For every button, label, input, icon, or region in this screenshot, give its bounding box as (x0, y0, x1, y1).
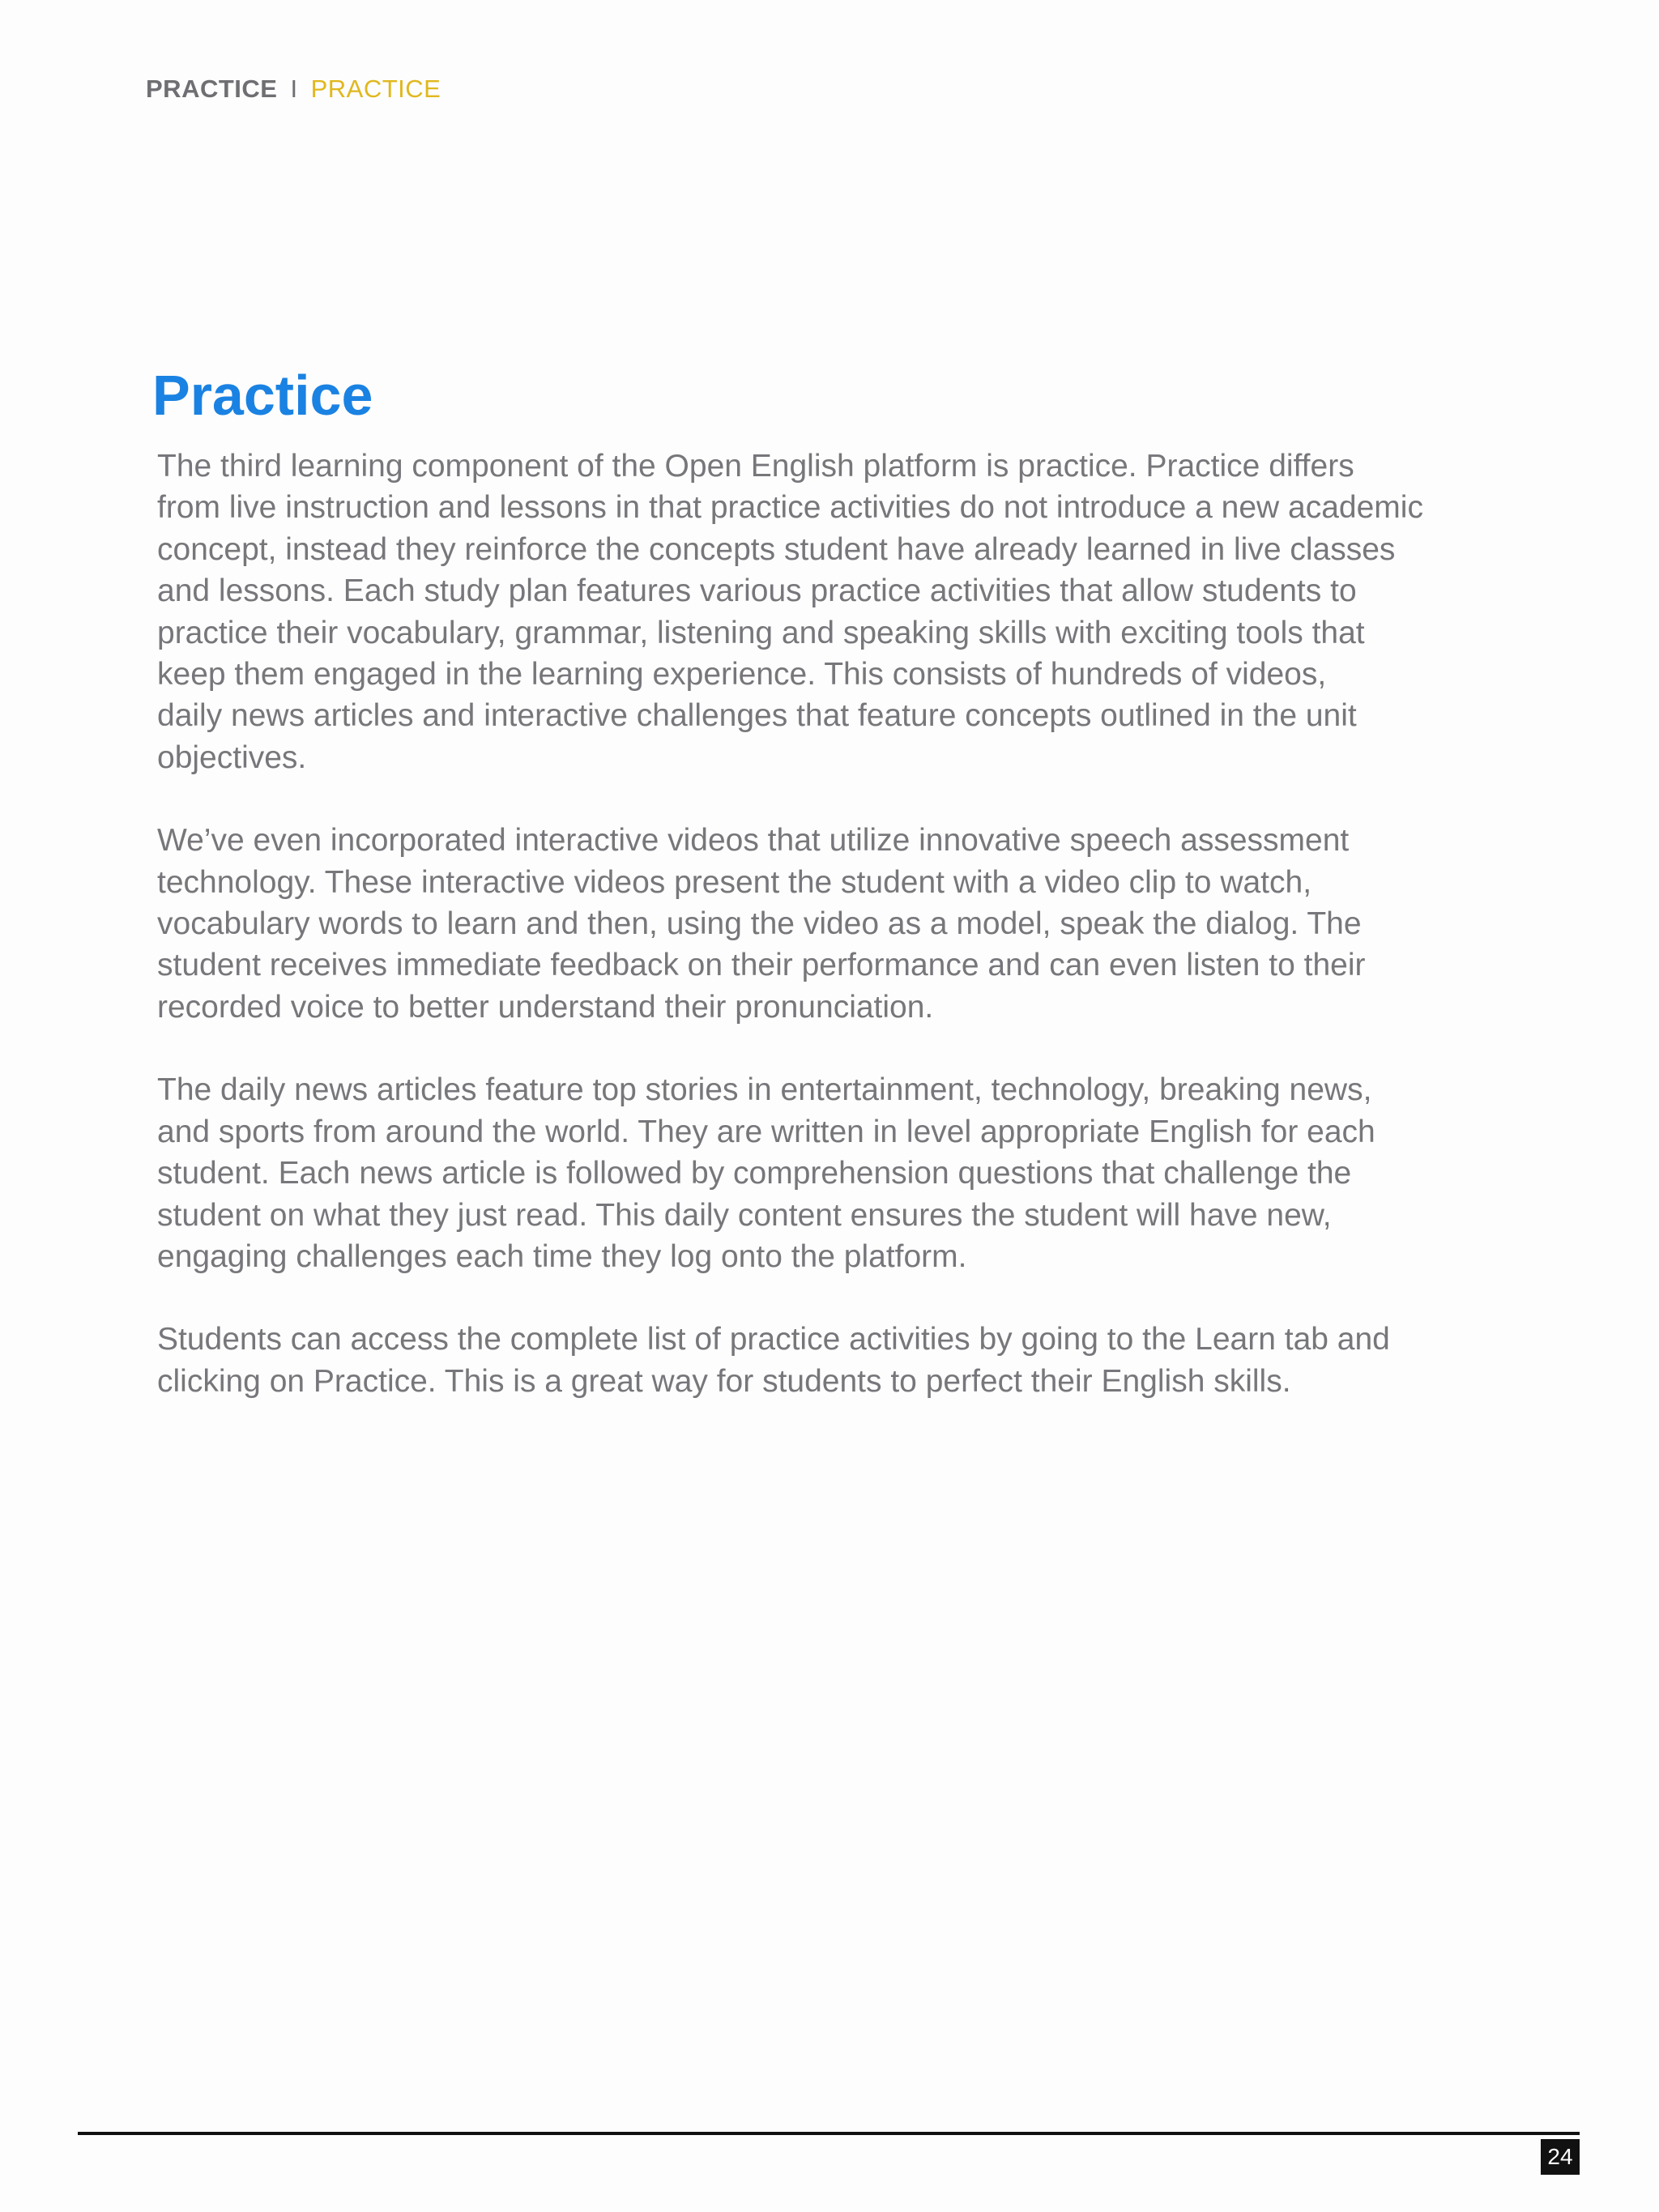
breadcrumb-separator: I (290, 75, 298, 103)
paragraph: The third learning component of the Open English platform is practice. Practice differs from live instruction and lessons in that practice activities do not introduce a new academic concept, instead they reinforce the concepts student have already learned in live classes and lessons. Each study plan features various practice activities that allow students to practice their vocabulary, grammar, listening and speaking skills with exciting tools that keep them engaged in the learning experience. This consists of hundreds of videos, daily news articles and interactive challenges that feature concepts outlined in the unit objectives. (157, 449, 1423, 775)
breadcrumb-section: PRACTICE (146, 75, 278, 103)
body-text (157, 445, 1534, 1443)
breadcrumb-current: PRACTICE (310, 75, 441, 103)
breadcrumb (146, 75, 441, 104)
paragraph: We’ve even incorporated interactive videos that utilize innovative speech assessment technology. These interactive videos present the student with a video clip to watch, vocabulary words to learn and then, using the video as a model, speak the dialog. The student receives immediate feedback on their performance and can even listen to their recorded voice to better understand their pronunciation. (157, 823, 1366, 1025)
footer-rule (78, 2132, 1580, 2135)
page-title: Practice (152, 364, 373, 427)
paragraph: Students can access the complete list of practice activities by going to the Learn tab and clicking on Practice. This is a great way for students to perfect their English skills. (157, 1322, 1390, 1399)
paragraph: The daily news articles feature top stories in entertainment, technology, breaking news, and sports from around the world. They are written in level appropriate English for each student. Each news article is followed by comprehension questions that challenge the student on what they just read. This daily content ensures the student will have new, engaging challenges each time they log onto the platform. (157, 1072, 1375, 1274)
page-number: 24 (1541, 2139, 1580, 2175)
